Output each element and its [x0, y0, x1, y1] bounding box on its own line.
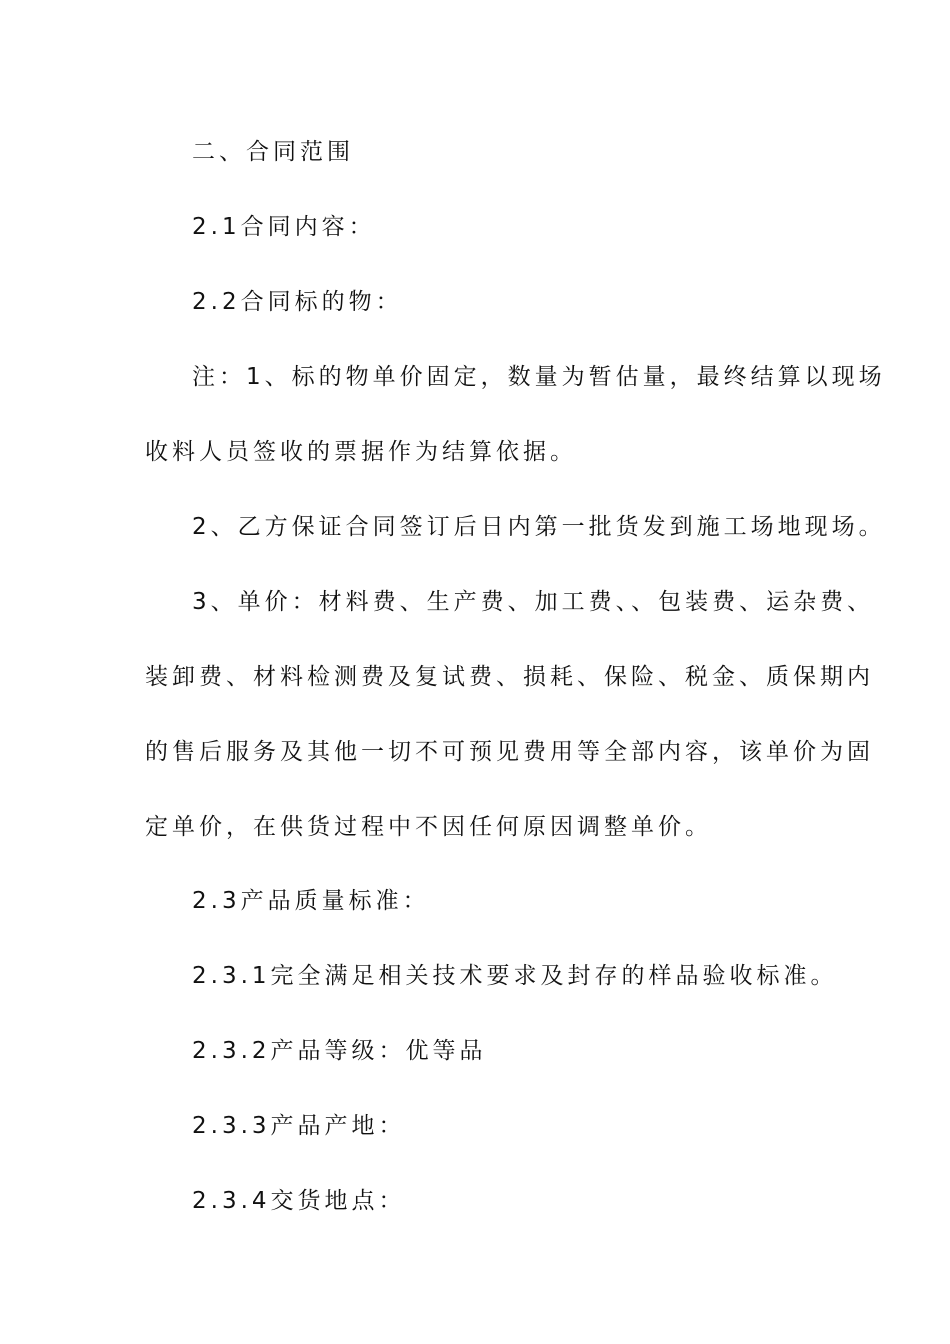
- note-2: 2、乙方保证合同签订后日内第一批货发到施工场地现场。: [192, 514, 886, 540]
- note-3-line-1: 3、单价：材料费、生产费、加工费、、包装费、运杂费、: [192, 589, 875, 615]
- clause-2-2: 2.2合同标的物：: [192, 289, 403, 315]
- note-3-line-3: 的售后服务及其他一切不可预见费用等全部内容，该单价为固: [145, 739, 874, 765]
- clause-2-3-4: 2.3.4交货地点：: [192, 1188, 406, 1214]
- clause-2-3-3: 2.3.3产品产地：: [192, 1113, 406, 1139]
- note-1-line-2: 收料人员签收的票据作为结算依据。: [145, 439, 577, 465]
- clause-2-3: 2.3产品质量标准：: [192, 888, 430, 914]
- clause-2-1: 2.1合同内容：: [192, 214, 376, 240]
- section-heading: 二、合同范围: [192, 139, 354, 165]
- note-1-line-1: 注：1、标的物单价固定，数量为暂估量，最终结算以现场: [192, 364, 886, 390]
- clause-2-3-1: 2.3.1完全满足相关技术要求及封存的样品验收标准。: [192, 963, 838, 989]
- clause-2-3-2: 2.3.2产品等级：优等品: [192, 1038, 487, 1064]
- note-3-line-2: 装卸费、材料检测费及复试费、损耗、保险、税金、质保期内: [145, 664, 874, 690]
- note-3-line-4: 定单价，在供货过程中不因任何原因调整单价。: [145, 814, 712, 840]
